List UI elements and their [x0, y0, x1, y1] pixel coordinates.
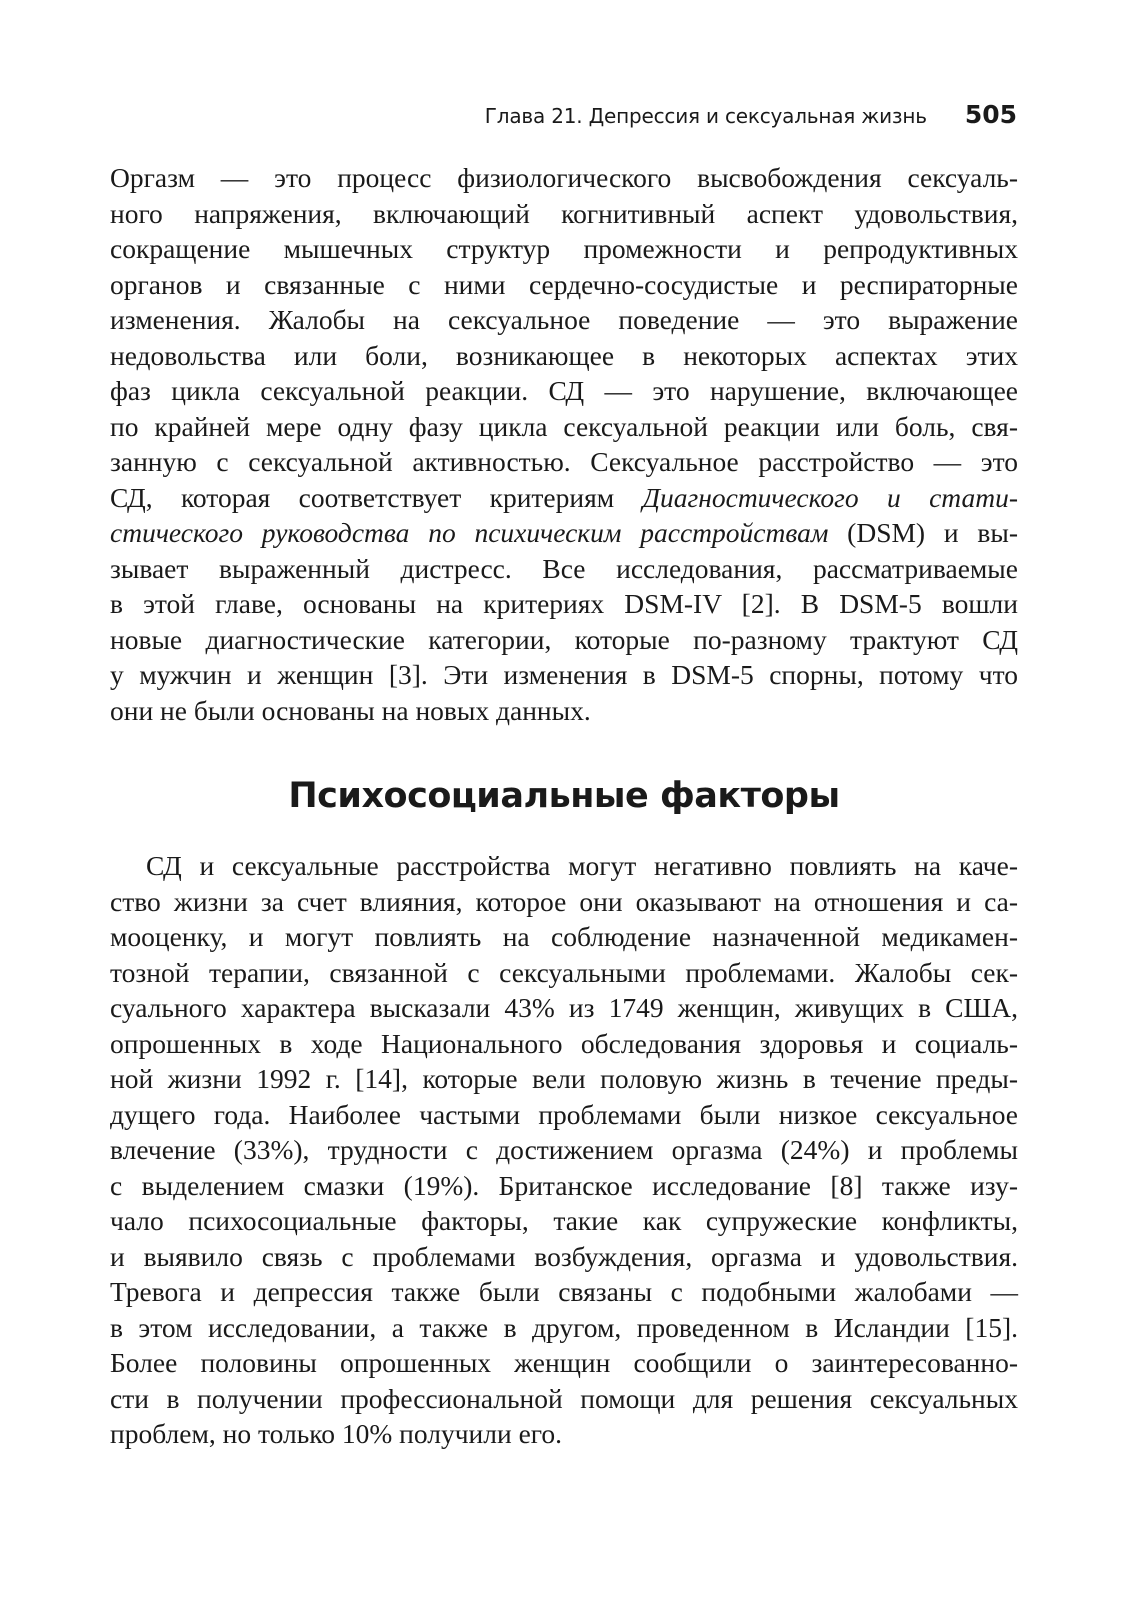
text-line: мооценку, и могут повлиять на соблюдение назначенной медикамен-	[110, 921, 1018, 952]
text-line: они не были основаны на новых данных.	[110, 694, 591, 726]
paragraph-psychosocial-factors	[110, 848, 1018, 1452]
text-line: чало психосоциальные факторы, такие как супружеские конфликты,	[110, 1205, 1018, 1236]
text-line: сокращение мышечных структур промежности и репродуктивных	[110, 233, 1018, 264]
text-line: тозной терапии, связанной с сексуальными проблемами. Жалобы сек-	[110, 956, 1018, 988]
text-line: недовольства или боли, возникающее в некоторых аспектах этих	[110, 339, 1018, 371]
text-line: в этом исследовании, а также в другом, проведенном в Исландии [15].	[110, 1311, 1018, 1343]
text-line: Тревога и депрессия также были связаны с подобными жалобами —	[110, 1276, 1018, 1307]
page-number: 505	[964, 100, 1017, 129]
text-line: опрошенных в ходе Национального обследования здоровья и социаль-	[110, 1027, 1018, 1059]
text-line: проблем, но только 10% получили его.	[110, 1418, 562, 1449]
text-line: в этой главе, основаны на критериях DSM-IV [2]. В DSM-5 вошли	[110, 588, 1018, 619]
text-line: органов и связанные с ними сердечно-сосудистые и респираторные	[110, 268, 1018, 300]
text-line: и выявило связь с проблемами возбуждения, оргазма и удовольствия.	[110, 1240, 1018, 1272]
dsm-title-italic: Диагностического и стати-	[642, 481, 1018, 513]
text-line	[110, 480, 1018, 516]
text-line: занную с сексуальной активностью. Сексуальное расстройство — это	[110, 446, 1018, 477]
text-line: по крайней мере одну фазу цикла сексуальной реакции или боль, свя-	[110, 410, 1018, 442]
text-line: фаз цикла сексуальной реакции. СД — это нарушение, включающее	[110, 375, 1018, 406]
text-line: Более половины опрошенных женщин сообщили о заинтересованно-	[110, 1347, 1018, 1378]
paragraph-orgasm-definition	[110, 160, 1018, 728]
text-segment: (DSM) и вы-	[828, 517, 1018, 548]
text-line: зывает выраженный дистресс. Все исследования, рассматриваемые	[110, 552, 1018, 584]
text-segment: СД, которая соответствует критериям	[110, 481, 643, 513]
text-line: с выделением смазки (19%). Британское исследование [8] также изу-	[110, 1169, 1018, 1201]
text-line: ной жизни 1992 г. [14], которые вели половую жизнь в течение преды-	[110, 1063, 1018, 1094]
running-header	[110, 100, 1017, 140]
text-line: ного напряжения, включающий когнитивный аспект удовольствия,	[110, 197, 1018, 229]
text-line: дущего года. Наиболее частыми проблемами были низкое сексуальное	[110, 1098, 1018, 1130]
text-line: изменения. Жалобы на сексуальное поведение — это выражение	[110, 304, 1018, 335]
text-line	[110, 515, 1018, 551]
text-line: сти в получении профессиональной помощи для решения сексуальных	[110, 1382, 1018, 1414]
text-line: новые диагностические категории, которые по-разному трактуют СД	[110, 623, 1018, 655]
dsm-title-italic: стического руководства по психическим расстройствам	[110, 517, 829, 548]
text-line: Оргазм — это процесс физиологического высвобождения сексуаль-	[110, 162, 1018, 193]
running-title: Глава 21. Депрессия и сексуальная жизнь	[484, 104, 927, 128]
text-line: ство жизни за счет влияния, которое они оказывают на отношения и са-	[110, 885, 1018, 917]
text-line: СД и сексуальные расстройства могут негативно повлиять на каче-	[146, 850, 1018, 881]
text-line: суального характера высказали 43% из 1749 женщин, живущих в США,	[110, 992, 1018, 1023]
text-line: у мужчин и женщин [3]. Эти изменения в DSM-5 спорны, потому что	[110, 659, 1018, 690]
section-heading: Психосоциальные факторы	[288, 776, 840, 816]
text-line: влечение (33%), трудности с достижением оргазма (24%) и проблемы	[110, 1134, 1018, 1165]
